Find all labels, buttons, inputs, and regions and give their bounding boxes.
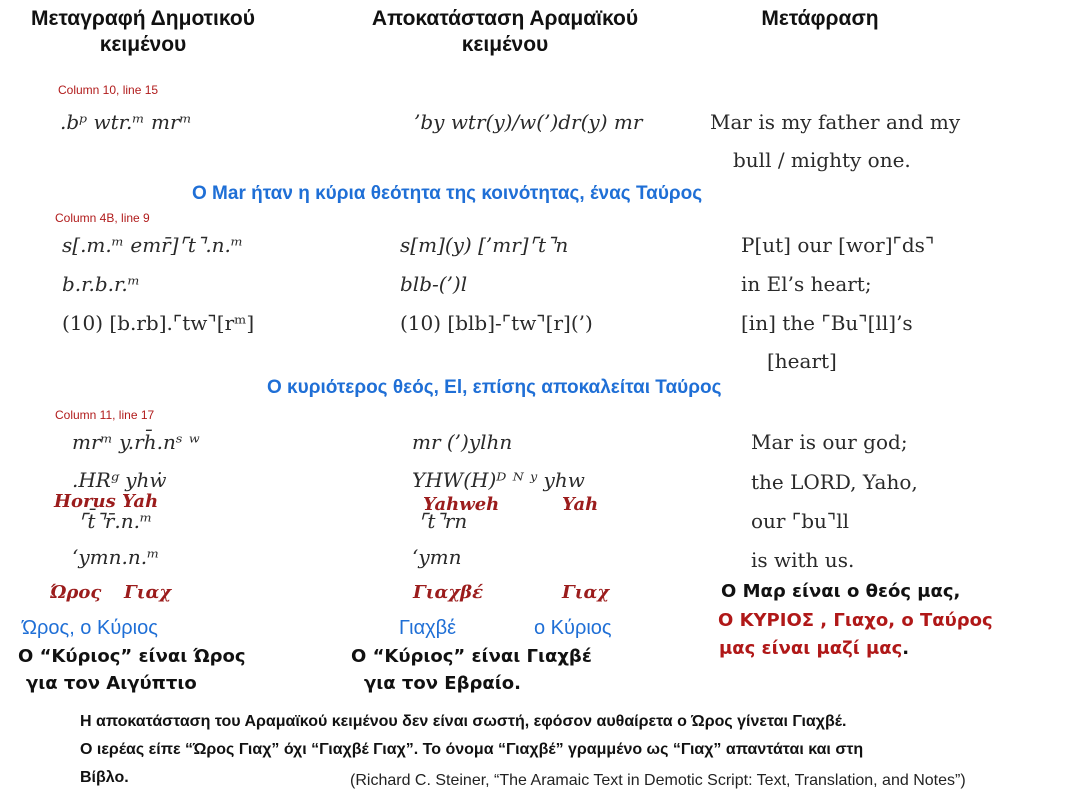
section2-aramaic-line1: s[m](y) [’mr]⌜t⌝n — [400, 233, 569, 257]
section3-aramaic-line3: ⌜t⌝rn — [418, 509, 468, 533]
section2-translation-line2: in El’s heart; — [741, 272, 872, 296]
left-note-line2: για τον Αιγύπτιο — [26, 673, 197, 694]
greek-oros: Ώρος — [50, 582, 102, 603]
header-translation: Μετάφραση — [761, 7, 879, 30]
section2-demotic-line3: (10) [b.rb].⌜tw⌝[rᵐ] — [62, 311, 255, 335]
greek-giah-right: Γιαχ — [562, 582, 610, 603]
section1-aramaic: ’by wtr(y)/w(’)dr(y) mr — [414, 110, 643, 134]
bottom-note-line3: Βίβλο. — [80, 769, 129, 786]
section2-demotic-line2: b.r.b.r.ᵐ — [62, 272, 141, 296]
section3-reference: Column 11, line 17 — [55, 408, 155, 422]
giahve-blue-label: Γιαχβέ — [399, 617, 457, 639]
section1-reference: Column 10, line 15 — [58, 83, 159, 97]
section2-translation-line3: [in] the ⌜Bu⌝[ll]’s — [741, 311, 913, 335]
section3-translation-line1: Mar is our god; — [751, 430, 908, 454]
section3-demotic-line1: mrᵐ y.rh̄.nˢ ʷ — [72, 430, 200, 454]
yah-label: Yah — [562, 494, 599, 515]
right-note-red-line2-wrap — [719, 638, 909, 659]
right-note-dot: . — [902, 638, 910, 659]
mid-note-line1: Ο “Κύριος” είναι Γιαχβέ — [351, 646, 592, 667]
section3-demotic-line2: .HRᵍ yhẇ — [72, 468, 167, 492]
bottom-note-line2: Ο ιερέας είπε “Ώρος Γιαχ” όχι “Γιαχβέ Γιαχ”. Το όνομα “Γιαχβέ” γραμμένο ως “Γιαχ” απαντάται και στη — [80, 741, 864, 758]
section2-caption: Ο κυριότερος θεός, El, επίσης αποκαλείται Ταύρος — [267, 377, 722, 398]
greek-giahve: Γιαχβέ — [413, 582, 484, 603]
section1-translation-line2: bull / mighty one. — [733, 148, 911, 172]
section2-demotic-line1: s[.m.ᵐ emr̄]⌜t⌝.n.ᵐ — [62, 233, 244, 257]
section3-aramaic-line2: YHW(H)ᴰ ᴺ ʸ yhw — [412, 468, 585, 492]
section2-translation-line4: [heart] — [767, 349, 837, 373]
header-demotic-transcription: Μεταγραφή Δημοτικού κειμένου — [31, 7, 255, 56]
section2-aramaic-line3: (10) [blb]-⌜tw⌝[r](’) — [400, 311, 593, 335]
section2-translation-line1: P[ut] our [wor]⌜ds⌝ — [741, 233, 935, 257]
section1-demotic: .bᵖ wtr.ᵐ mrᵐ — [60, 110, 192, 134]
oros-kyrios-label: Ώρος, ο Κύριος — [22, 617, 158, 639]
left-note-line1: Ο “Κύριος” είναι Ώρος — [18, 646, 246, 667]
section3-translation-line3: our ⌜bu⌝ll — [751, 509, 850, 533]
section3-translation-line4: is with us. — [751, 548, 855, 572]
section3-aramaic-line1: mr (’)ylhn — [412, 430, 513, 454]
section3-demotic-line4: ‘ymn.n.ᵐ — [72, 545, 160, 569]
section3-translation-line2: the LORD, Yaho, — [751, 470, 918, 494]
right-note-black: Ο Μαρ είναι ο θεός μας, — [721, 581, 961, 602]
section2-aramaic-line2: blb-(’)l — [400, 272, 468, 296]
section1-caption: Ο Mar ήταν η κύρια θεότητα της κοινότητας, ένας Ταύρος — [192, 183, 703, 204]
greek-giah-left: Γιαχ — [124, 582, 172, 603]
section1-translation-line1: Mar is my father and my — [710, 110, 961, 134]
citation: (Richard C. Steiner, “The Aramaic Text in Demotic Script: Text, Translation, and Notes”) — [350, 772, 966, 789]
right-note-red-line2: μας είναι μαζί μας — [719, 638, 903, 659]
mid-note-line2: για τον Εβραίο. — [364, 673, 521, 694]
section3-demotic-line3: ⌜t̄⌝r̄.n.ᵐ — [78, 509, 153, 533]
section2-reference: Column 4B, line 9 — [55, 211, 150, 225]
horus-yah-label: Horus Yah — [54, 491, 159, 512]
bottom-note-line1: Η αποκατάσταση του Αραμαϊκού κειμένου δεν είναι σωστή, εφόσον αυθαίρετα ο Ώρος γίνεται Γιαχβέ. — [80, 713, 847, 730]
o-kyrios-label: ο Κύριος — [534, 617, 612, 639]
header-aramaic-restoration: Αποκατάσταση Αραμαϊκού κειμένου — [371, 7, 639, 56]
yahweh-label: Yahweh — [423, 494, 500, 515]
right-note-red-line1: Ο ΚΥΡΙΟΣ , Γιαχο, ο Ταύρος — [718, 610, 993, 631]
section3-aramaic-line4: ‘ymn — [412, 545, 462, 569]
